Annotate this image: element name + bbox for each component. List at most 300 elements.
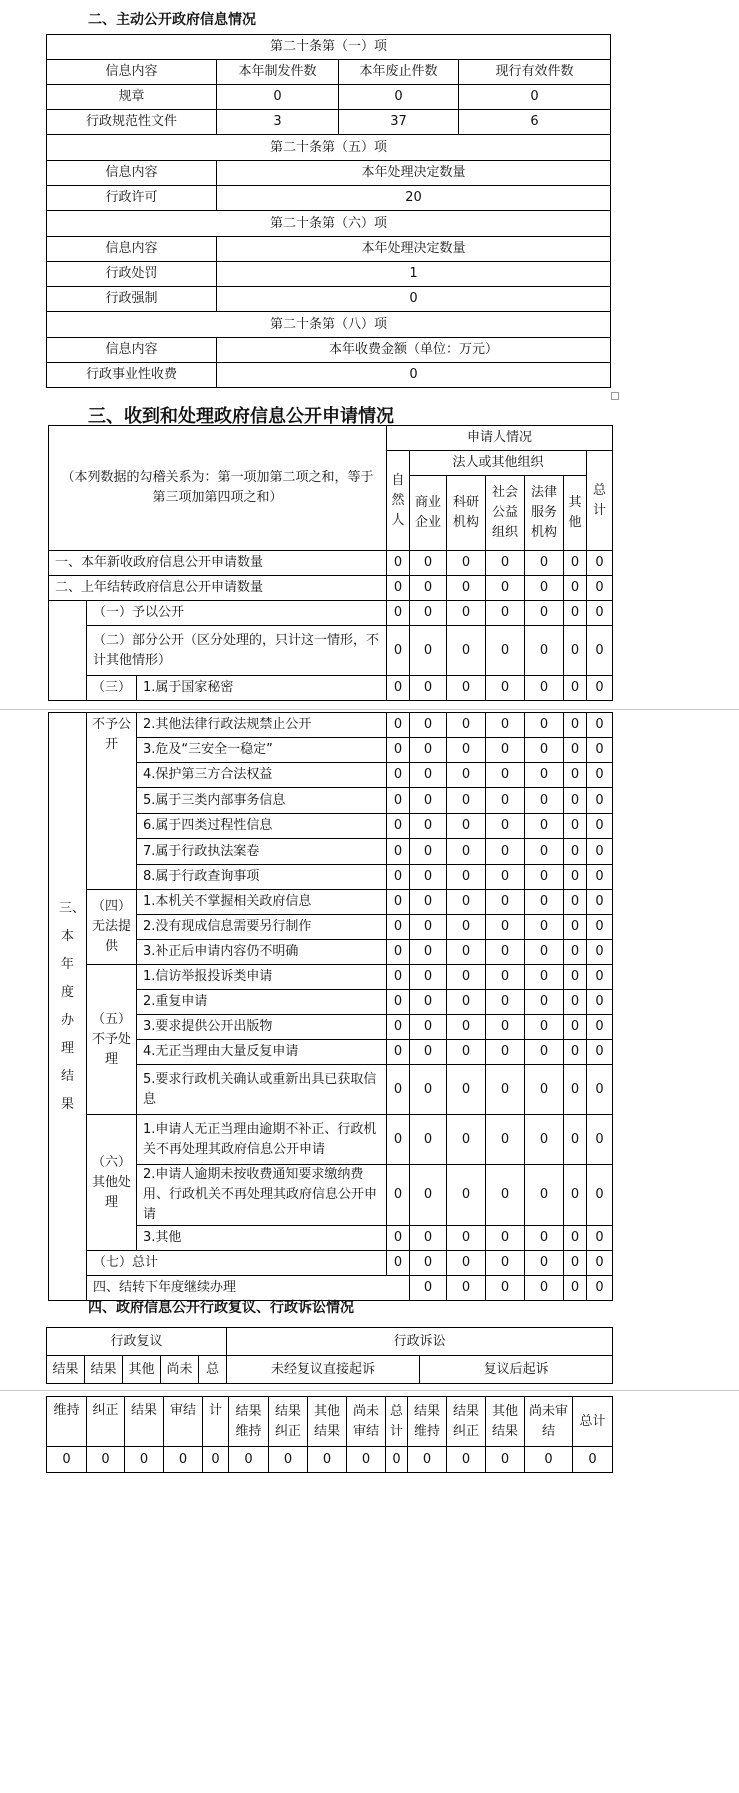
col-header: 其他结果 — [486, 1397, 525, 1447]
cell-value: 0 — [564, 915, 587, 940]
row-label: 3.要求提供公开出版物 — [137, 1015, 387, 1040]
cell-value: 0 — [447, 713, 486, 738]
cell-value: 0 — [587, 738, 613, 763]
cell-value: 0 — [587, 676, 613, 701]
table-row — [49, 576, 613, 601]
cell-value: 0 — [564, 626, 587, 676]
note-cell: （本列数据的勾稽关系为：第一项加第二项之和，等于第三项加第四项之和） — [49, 426, 387, 551]
cell-value: 0 — [587, 839, 613, 865]
col-header: 结果 — [47, 1356, 85, 1384]
cell-value: 0 — [410, 814, 447, 839]
col-header: 结果纠正 — [447, 1397, 486, 1447]
cell-value: 0 — [587, 1015, 613, 1040]
cell-value: 0 — [587, 551, 613, 576]
col-business: 商业企业 — [410, 476, 447, 551]
cell-value: 0 — [410, 839, 447, 865]
row-label: （一）予以公开 — [87, 601, 387, 626]
cell-value: 0 — [125, 1447, 164, 1473]
col-header: 总计 — [386, 1397, 408, 1447]
cell-value: 0 — [387, 940, 410, 965]
table-row — [49, 601, 613, 626]
cell-value: 0 — [410, 713, 447, 738]
cell-value: 0 — [587, 1251, 613, 1276]
cell-value: 0 — [525, 1447, 573, 1473]
cell-value: 0 — [447, 676, 486, 701]
col-header: 结果 — [125, 1397, 164, 1447]
cell-value: 0 — [564, 990, 587, 1015]
col-legal-service: 法律服务机构 — [525, 476, 564, 551]
group-label: （四）无法提供 — [87, 890, 137, 965]
cell-value: 0 — [564, 1065, 587, 1115]
cell-value: 0 — [447, 1115, 486, 1165]
cell-value: 0 — [587, 990, 613, 1015]
cell-value: 0 — [410, 601, 447, 626]
col-header: 信息内容 — [47, 338, 217, 363]
cell-value: 0 — [564, 763, 587, 788]
cell-value: 0 — [525, 1115, 564, 1165]
after-review-header: 复议后起诉 — [420, 1356, 613, 1384]
col-header: 计 — [203, 1397, 229, 1447]
cell-value: 0 — [525, 865, 564, 890]
col-header: 审结 — [164, 1397, 203, 1447]
cell-value: 3 — [217, 110, 339, 135]
litigation-header: 行政诉讼 — [227, 1328, 613, 1356]
row-label: 5.属于三类内部事务信息 — [137, 788, 387, 814]
cell-value: 0 — [387, 865, 410, 890]
cell-value: 0 — [525, 990, 564, 1015]
direct-suit-header: 未经复议直接起诉 — [227, 1356, 420, 1384]
page-break — [0, 709, 739, 710]
cell-value: 0 — [587, 814, 613, 839]
cell-value: 0 — [587, 713, 613, 738]
col-header: 结果维持 — [229, 1397, 269, 1447]
cell-value: 0 — [486, 1115, 525, 1165]
cell-value: 0 — [387, 676, 410, 701]
cell-value: 0 — [525, 763, 564, 788]
row-label: 行政处罚 — [47, 262, 217, 287]
table-row — [49, 676, 613, 701]
cell-value: 0 — [525, 814, 564, 839]
table-resize-handle[interactable] — [611, 392, 619, 400]
cell-value: 0 — [410, 915, 447, 940]
cell-value: 0 — [486, 1226, 525, 1251]
row-label: 7.属于行政执法案卷 — [137, 839, 387, 865]
row-label: 3.其他 — [137, 1226, 387, 1251]
table-row — [49, 626, 613, 676]
row-label: 一、本年新收政府信息公开申请数量 — [49, 551, 387, 576]
col-header: 信息内容 — [47, 161, 217, 186]
cell-value: 0 — [387, 738, 410, 763]
cell-value: 0 — [525, 1276, 564, 1301]
cell-value: 0 — [525, 839, 564, 865]
cell-value: 0 — [564, 865, 587, 890]
cell-value: 0 — [564, 1276, 587, 1301]
row-label: 2.其他法律行政法规禁止公开 — [137, 713, 387, 738]
row-label: 1.申请人无正当理由逾期不补正、行政机关不再处理其政府信息公开申请 — [137, 1115, 387, 1165]
cell-value: 0 — [410, 890, 447, 915]
col-header: 其他 — [123, 1356, 161, 1384]
col-header: 本年制发件数 — [217, 60, 339, 85]
cell-value: 0 — [447, 1015, 486, 1040]
col-header: 结果 — [85, 1356, 123, 1384]
row-label: 5.要求行政机关确认或重新出具已获取信息 — [137, 1065, 387, 1115]
cell-value: 0 — [387, 839, 410, 865]
cell-value: 0 — [410, 576, 447, 601]
cell-value: 0 — [203, 1447, 229, 1473]
cell-value: 0 — [387, 915, 410, 940]
cell-value: 0 — [587, 1065, 613, 1115]
cell-value: 0 — [410, 1276, 447, 1301]
table-row — [49, 890, 613, 915]
cell-value: 0 — [564, 788, 587, 814]
cell-value: 0 — [447, 865, 486, 890]
row-label: 2.重复申请 — [137, 990, 387, 1015]
review-litigation-header-table — [46, 1327, 613, 1384]
row-label: 4.保护第三方合法权益 — [137, 763, 387, 788]
section2-title: 二、主动公开政府信息情况 — [88, 12, 256, 28]
cell-value: 0 — [564, 965, 587, 990]
col-header: 维持 — [47, 1397, 87, 1447]
cell-value: 0 — [587, 763, 613, 788]
cell-value: 0 — [587, 576, 613, 601]
cell-value: 0 — [217, 287, 611, 312]
col-total: 总计 — [587, 451, 613, 551]
cell-value: 0 — [486, 1015, 525, 1040]
table-row — [49, 1115, 613, 1165]
col-header: 现行有效件数 — [459, 60, 611, 85]
col-header: 其他结果 — [308, 1397, 347, 1447]
cell-value: 37 — [339, 110, 459, 135]
cell-value: 0 — [410, 763, 447, 788]
cell-value: 0 — [486, 1040, 525, 1065]
cell-value: 0 — [486, 814, 525, 839]
cell-value: 0 — [447, 1251, 486, 1276]
cell-value: 0 — [486, 551, 525, 576]
cell-value: 0 — [486, 940, 525, 965]
cell-value: 0 — [564, 738, 587, 763]
cell-value: 0 — [447, 890, 486, 915]
result-group-cell — [49, 601, 87, 701]
cell-value: 0 — [410, 1115, 447, 1165]
cell-value: 0 — [447, 1040, 486, 1065]
application-table-part1 — [48, 425, 613, 701]
section4-title: 四、政府信息公开行政复议、行政诉讼情况 — [88, 1300, 354, 1316]
cell-value: 0 — [410, 626, 447, 676]
cell-value: 0 — [525, 965, 564, 990]
cell-value: 0 — [564, 839, 587, 865]
cell-value: 0 — [387, 1251, 410, 1276]
cell-value: 0 — [525, 676, 564, 701]
cell-value: 0 — [564, 601, 587, 626]
col-header: 尚未审结 — [525, 1397, 573, 1447]
cell-value: 0 — [486, 713, 525, 738]
col-header: 信息内容 — [47, 60, 217, 85]
cell-value: 0 — [387, 1115, 410, 1165]
cell-value: 0 — [486, 865, 525, 890]
row-label: 规章 — [47, 85, 217, 110]
row-label: 四、结转下年度继续办理 — [87, 1276, 410, 1301]
cell-value: 0 — [525, 713, 564, 738]
cell-value: 0 — [387, 626, 410, 676]
cell-value: 0 — [308, 1447, 347, 1473]
col-header: 本年处理决定数量 — [217, 161, 611, 186]
cell-value: 0 — [573, 1447, 613, 1473]
cell-value: 0 — [486, 839, 525, 865]
cell-value: 0 — [447, 763, 486, 788]
cell-value: 0 — [410, 940, 447, 965]
cell-value: 0 — [459, 85, 611, 110]
cell-value: 0 — [447, 551, 486, 576]
row-label: 1.属于国家秘密 — [137, 676, 387, 701]
cell-value: 0 — [387, 1040, 410, 1065]
cell-value: 0 — [564, 713, 587, 738]
cell-value: 0 — [387, 763, 410, 788]
cell-value: 0 — [525, 1015, 564, 1040]
cell-value: 0 — [525, 890, 564, 915]
cell-value: 0 — [387, 965, 410, 990]
row-label: 1.本机关不掌握相关政府信息 — [137, 890, 387, 915]
cell-value: 0 — [587, 965, 613, 990]
cell-value: 0 — [387, 1065, 410, 1115]
col-header: 纠正 — [87, 1397, 125, 1447]
cell-value: 0 — [486, 676, 525, 701]
cell-value: 1 — [217, 262, 611, 287]
cell-value: 0 — [387, 890, 410, 915]
cell-value: 0 — [525, 551, 564, 576]
cell-value: 0 — [447, 738, 486, 763]
col-header: 尚未审结 — [347, 1397, 386, 1447]
section3-title: 三、收到和处理政府信息公开申请情况 — [88, 406, 394, 427]
proactive-disclosure-table — [46, 34, 611, 388]
cell-value: 0 — [410, 1015, 447, 1040]
cell-value: 0 — [564, 814, 587, 839]
legal-entity-header: 法人或其他组织 — [410, 451, 587, 476]
row-label: 1.信访举报投诉类申请 — [137, 965, 387, 990]
cell-value: 0 — [587, 1040, 613, 1065]
cell-value: 0 — [447, 1276, 486, 1301]
cell-value: 0 — [387, 713, 410, 738]
group-label: （五）不予处理 — [87, 965, 137, 1115]
cell-value: 0 — [387, 576, 410, 601]
col-header: 本年废止件数 — [339, 60, 459, 85]
cell-value: 0 — [447, 965, 486, 990]
cell-value: 0 — [486, 576, 525, 601]
cell-value: 0 — [486, 1165, 525, 1226]
row-label: 3.补正后申请内容仍不明确 — [137, 940, 387, 965]
col-research: 科研机构 — [447, 476, 486, 551]
cell-value: 0 — [564, 1015, 587, 1040]
cell-value: 0 — [525, 1040, 564, 1065]
cell-value: 0 — [447, 576, 486, 601]
cell-value: 0 — [564, 1040, 587, 1065]
cell-value: 0 — [410, 551, 447, 576]
table-row — [49, 713, 613, 738]
row-label: 4.无正当理由大量反复申请 — [137, 1040, 387, 1065]
cell-value: 0 — [587, 865, 613, 890]
cell-value: 0 — [486, 788, 525, 814]
cell-value: 0 — [564, 940, 587, 965]
result-section-label: 三、本年度办理结果 — [49, 713, 87, 1301]
cell-value: 0 — [447, 1447, 486, 1473]
cell-value: 0 — [269, 1447, 308, 1473]
cell-value: 0 — [587, 1165, 613, 1226]
cell-value: 0 — [447, 814, 486, 839]
cell-value: 0 — [447, 1065, 486, 1115]
cell-value: 0 — [410, 990, 447, 1015]
table-row — [49, 551, 613, 576]
cell-value: 0 — [387, 788, 410, 814]
cell-value: 0 — [525, 940, 564, 965]
group-label: （六）其他处理 — [87, 1115, 137, 1251]
cell-value: 0 — [486, 626, 525, 676]
cell-value: 0 — [410, 1165, 447, 1226]
cell-value: 0 — [410, 965, 447, 990]
cell-value: 0 — [387, 1015, 410, 1040]
cell-value: 0 — [447, 788, 486, 814]
cell-value: 0 — [217, 363, 611, 388]
cell-value: 0 — [447, 1226, 486, 1251]
cell-value: 0 — [410, 1065, 447, 1115]
art20-1-title: 第二十条第（一）项 — [47, 35, 611, 60]
page-break — [0, 1390, 739, 1391]
cell-value: 0 — [486, 890, 525, 915]
col-other: 其他 — [564, 476, 587, 551]
cell-value: 0 — [410, 676, 447, 701]
cell-value: 0 — [587, 890, 613, 915]
cell-value: 0 — [447, 1165, 486, 1226]
cell-value: 0 — [525, 1251, 564, 1276]
review-header: 行政复议 — [47, 1328, 227, 1356]
row-label: 8.属于行政查询事项 — [137, 865, 387, 890]
art20-6-title: 第二十条第（六）项 — [47, 211, 611, 237]
cell-value: 0 — [447, 990, 486, 1015]
cell-value: 0 — [410, 1226, 447, 1251]
cell-value: 0 — [386, 1447, 408, 1473]
application-table-part2 — [48, 712, 613, 1301]
row-label: 行政许可 — [47, 186, 217, 211]
cell-value: 0 — [564, 551, 587, 576]
group-label: 不予公开 — [87, 713, 137, 890]
table-row — [49, 965, 613, 990]
cell-value: 0 — [525, 1165, 564, 1226]
cell-value: 0 — [410, 865, 447, 890]
review-litigation-values-table — [46, 1396, 613, 1473]
col-header: 总 — [199, 1356, 227, 1384]
cell-value: 0 — [587, 915, 613, 940]
row-label: 2.没有现成信息需要另行制作 — [137, 915, 387, 940]
row-label: 行政强制 — [47, 287, 217, 312]
row-label: （七）总计 — [87, 1251, 387, 1276]
cell-value: 0 — [587, 1276, 613, 1301]
cell-value: 0 — [587, 626, 613, 676]
cell-value: 0 — [587, 1115, 613, 1165]
art20-5-title: 第二十条第（五）项 — [47, 135, 611, 161]
cell-value: 0 — [387, 814, 410, 839]
row-label: 2.申请人逾期未按收费通知要求缴纳费用、行政机关不再处理其政府信息公开申请 — [137, 1165, 387, 1226]
cell-value: 0 — [525, 1065, 564, 1115]
row-label: 3.危及“三安全一稳定” — [137, 738, 387, 763]
cell-value: 0 — [486, 1065, 525, 1115]
cell-value: 0 — [47, 1447, 87, 1473]
cell-value: 0 — [486, 1251, 525, 1276]
cell-value: 0 — [387, 1165, 410, 1226]
cell-value: 0 — [447, 839, 486, 865]
cell-value: 0 — [486, 763, 525, 788]
cell-value: 0 — [486, 1447, 525, 1473]
cell-value: 0 — [410, 1040, 447, 1065]
table-row — [49, 1251, 613, 1276]
cell-value: 0 — [525, 788, 564, 814]
cell-value: 0 — [525, 915, 564, 940]
row-label: 6.属于四类过程性信息 — [137, 814, 387, 839]
cell-value: 0 — [486, 1276, 525, 1301]
row-label: 行政事业性收费 — [47, 363, 217, 388]
cell-value: 0 — [525, 738, 564, 763]
cell-value: 0 — [164, 1447, 203, 1473]
cell-value: 0 — [347, 1447, 386, 1473]
cell-value: 0 — [87, 1447, 125, 1473]
cell-value: 0 — [587, 601, 613, 626]
cell-value: 0 — [447, 915, 486, 940]
col-header: 总计 — [573, 1397, 613, 1447]
cell-value: 0 — [387, 990, 410, 1015]
cell-value: 0 — [564, 890, 587, 915]
row-label: （二）部分公开（区分处理的，只计这一情形，不计其他情形） — [87, 626, 387, 676]
cell-value: 6 — [459, 110, 611, 135]
cell-value: 0 — [486, 915, 525, 940]
cell-value: 0 — [587, 940, 613, 965]
applicant-header: 申请人情况 — [387, 426, 613, 451]
col-header: 本年处理决定数量 — [217, 237, 611, 262]
cell-value: 0 — [486, 965, 525, 990]
cell-value: 0 — [587, 788, 613, 814]
row-label: 行政规范性文件 — [47, 110, 217, 135]
cell-value: 0 — [587, 1226, 613, 1251]
cell-value: 0 — [525, 601, 564, 626]
art20-8-title: 第二十条第（八）项 — [47, 312, 611, 338]
row-label: 二、上年结转政府信息公开申请数量 — [49, 576, 387, 601]
col-header: 尚未 — [161, 1356, 199, 1384]
col-header: 本年收费金额（单位：万元） — [217, 338, 611, 363]
cell-value: 0 — [410, 788, 447, 814]
col-header: 结果纠正 — [269, 1397, 308, 1447]
group-label: （三） — [87, 676, 137, 701]
cell-value: 0 — [564, 1226, 587, 1251]
cell-value: 0 — [387, 551, 410, 576]
cell-value: 0 — [410, 1251, 447, 1276]
cell-value: 0 — [408, 1447, 447, 1473]
cell-value: 0 — [447, 940, 486, 965]
cell-value: 0 — [486, 601, 525, 626]
cell-value: 0 — [387, 1226, 410, 1251]
cell-value: 0 — [447, 601, 486, 626]
cell-value: 0 — [410, 738, 447, 763]
cell-value: 0 — [486, 990, 525, 1015]
cell-value: 0 — [564, 676, 587, 701]
col-public-welfare: 社会公益组织 — [486, 476, 525, 551]
cell-value: 0 — [447, 626, 486, 676]
cell-value: 0 — [486, 738, 525, 763]
cell-value: 0 — [564, 576, 587, 601]
cell-value: 0 — [525, 576, 564, 601]
cell-value: 20 — [217, 186, 611, 211]
cell-value: 0 — [387, 601, 410, 626]
col-natural-person: 自然人 — [387, 451, 410, 551]
cell-value: 0 — [525, 626, 564, 676]
cell-value: 0 — [564, 1165, 587, 1226]
cell-value: 0 — [217, 85, 339, 110]
cell-value: 0 — [229, 1447, 269, 1473]
